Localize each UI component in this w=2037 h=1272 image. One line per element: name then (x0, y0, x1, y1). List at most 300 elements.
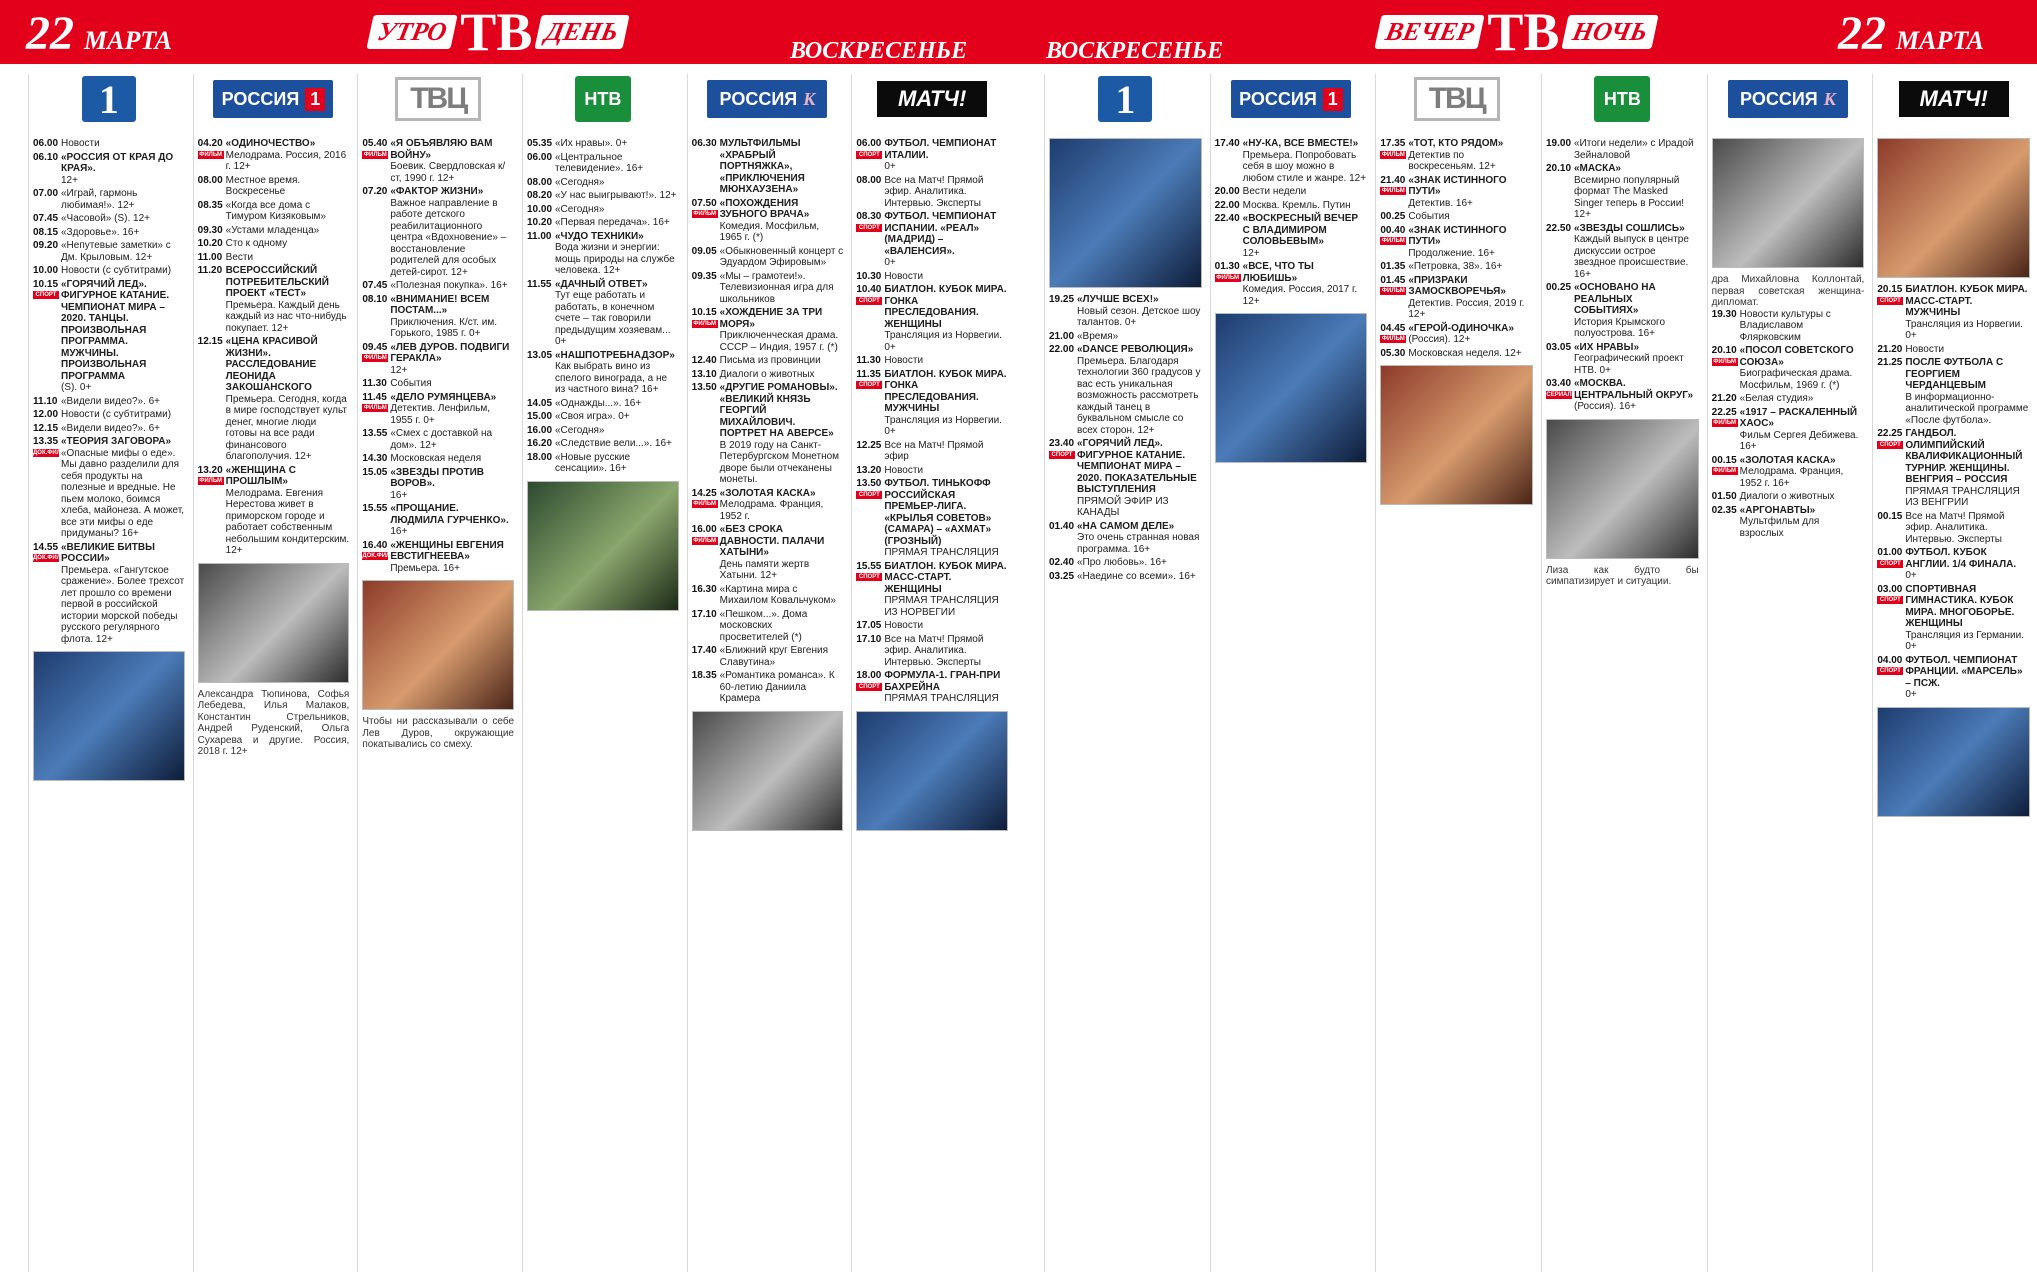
program-body (1077, 344, 1202, 436)
program-body (1408, 138, 1533, 173)
tvc-logo-icon: ТВЦ (395, 77, 481, 121)
time-label: 18.00 (527, 451, 553, 463)
time-label: 22.00 (1049, 344, 1075, 355)
program-time (33, 279, 61, 394)
program-time (33, 227, 61, 239)
program-body (555, 152, 679, 175)
program-description: Биографическая драма. Мосфильм, 1969 г. (*) (1739, 368, 1853, 391)
program-description: Тут еще работать и работать, в конечном счете – так говорили предыдущим хозяевам... 0+ (555, 290, 671, 347)
genre-badge: ДОК.ФИЛЬМ (33, 555, 71, 561)
program-time (1380, 323, 1408, 346)
program-item (856, 478, 1008, 559)
program-time (1380, 225, 1408, 260)
program-list (362, 138, 514, 574)
time-label: 13.20 (197, 464, 223, 476)
time-label: 10.15 (33, 278, 59, 290)
program-body (390, 392, 514, 427)
program-time (362, 280, 390, 292)
program-description: Местное время. Воскресенье (225, 174, 301, 197)
program-description: «Центральное телевидение». 16+ (555, 151, 644, 174)
program-body (1243, 186, 1368, 198)
program-time (1712, 505, 1740, 540)
time-label: 10.00 (33, 265, 59, 276)
program-item (362, 294, 514, 340)
program-item (1049, 557, 1202, 569)
program-body (720, 307, 844, 353)
program-description: «Часовой» (S). 12+ (61, 213, 150, 224)
program-description: «Видели видео?». 6+ (61, 422, 161, 434)
program-time (856, 620, 884, 632)
program-time (362, 392, 390, 427)
program-body (226, 225, 350, 237)
program-time (692, 271, 720, 306)
time-label: 07.45 (33, 213, 59, 224)
program-description: «Про любовь». 16+ (1077, 557, 1167, 568)
time-label: 13.50 (856, 478, 882, 489)
program-body (61, 188, 185, 211)
program-description: Трансляция из Норвегии. 0+ (884, 330, 1002, 353)
program-title: «ГОРЯЧИЙ ЛЕД». ФИГУРНОЕ КАТАНИЕ. ЧЕМПИОНАТ МИРА – 2020. ТАНЦЫ. ПРОИЗВОЛЬНАЯ ПРОГРАММА. МУЖЧИНЫ. ПРОИЗВОЛЬНАЯ ПРОГРАММА (61, 278, 170, 382)
time-label: 15.00 (527, 411, 553, 422)
channel-column-ntv (522, 74, 679, 1272)
program-time (527, 177, 555, 189)
program-item (692, 584, 844, 607)
time-label: 01.30 (1214, 261, 1240, 272)
time-label: 16.00 (527, 424, 553, 436)
program-description: 16+ (390, 526, 408, 537)
program-body (555, 217, 679, 229)
time-label: 07.20 (362, 186, 388, 197)
program-body (1905, 357, 2030, 426)
program-description: Вести недели (1242, 186, 1307, 197)
time-label: 11.30 (856, 355, 881, 366)
program-item (1215, 213, 1368, 259)
photo-caption: дра Михайловна Коллонтай, первая советская женщина-дипломат. (1711, 274, 1865, 308)
program-time (33, 396, 61, 408)
genre-badge: СПОРТ (1877, 560, 1903, 568)
program-title: ГАНДБОЛ. ОЛИМПИЙСКИЙ КВАЛИФИКАЦИОННЫЙ ТУРНИР. ЖЕНЩИНЫ. ВЕНГРИЯ – РОССИЯ (1905, 428, 2023, 485)
time-label: 22.50 (1546, 222, 1572, 234)
genre-badge: СЕРИАЛ (1546, 391, 1572, 398)
program-time (1380, 138, 1408, 173)
time-label: 20.10 (1546, 163, 1572, 174)
program-title: «ЗНАК ИСТИННОГО ПУТИ» (1408, 174, 1507, 197)
program-description: «Играй, гармонь любимая!». 12+ (61, 188, 138, 211)
time-label: 07.45 (362, 280, 388, 291)
program-time (856, 634, 884, 669)
genre-badge: ДОК.ФИЛЬМ (33, 449, 71, 456)
program-description: Диалоги о животных (719, 368, 815, 380)
program-body (884, 284, 1008, 353)
time-label: 17.10 (691, 608, 717, 620)
program-time (1215, 200, 1243, 212)
program-time (362, 378, 390, 390)
program-title: «ЗВЕЗДЫ СОШЛИСЬ» (1574, 222, 1685, 234)
page-gutter (1014, 64, 1036, 1272)
program-item (198, 252, 350, 264)
program-item (692, 307, 844, 353)
program-photo (1877, 138, 2030, 278)
program-body (1408, 225, 1533, 260)
logo-text: РОССИЯ (719, 88, 798, 109)
program-item (527, 398, 679, 410)
program-title: «Я ОБЪЯВЛЯЮ ВАМ ВОЙНУ» (390, 138, 493, 161)
program-description: 12+ (61, 174, 78, 186)
logo-pre: ВЕЧЕР (1374, 15, 1485, 49)
program-body (1905, 511, 2030, 546)
genre-badge: СПОРТ (33, 291, 59, 299)
program-time (1049, 344, 1077, 436)
program-description: Новый сезон. Детское шоу талантов. 0+ (1077, 305, 1201, 328)
left-page (28, 74, 1008, 1272)
program-body (1905, 655, 2030, 701)
program-item (198, 175, 350, 198)
program-item (362, 540, 514, 575)
time-label: 15.55 (362, 503, 388, 514)
program-title: «ВЕЛИКИЕ БИТВЫ РОССИИ» (61, 541, 155, 564)
program-photo (33, 651, 185, 781)
program-description: Вода жизни и энергии: мощь природы на службе человека. 12+ (555, 242, 675, 276)
program-body (390, 503, 514, 538)
channel-logo (856, 74, 1008, 124)
channel-logo (1877, 74, 2030, 124)
time-label: 08.20 (527, 190, 553, 201)
match-logo-icon: МАТЧ! (1899, 81, 2009, 117)
genre-badge: СПОРТ (856, 573, 882, 581)
channel-logo (198, 74, 350, 124)
program-time (527, 411, 555, 423)
program-title: «ПРИЗРАКИ ЗАМОСКВОРЕЧЬЯ» (1408, 274, 1506, 297)
program-body (1905, 428, 2030, 509)
program-description: Комедия. Россия, 2017 г. 12+ (1242, 284, 1358, 307)
program-description: «Итоги недели» с Ирадой Зейналовой (1574, 138, 1694, 161)
genre-badge: ФИЛЬМ (693, 320, 717, 327)
program-item (198, 200, 350, 223)
program-time (1877, 547, 1905, 582)
program-time (527, 204, 555, 216)
program-description: Мелодрама. Евгения Нерестова живет в приморском городе и работает собственным небольшим кондитерским. 12+ (225, 487, 350, 556)
program-title: БИАТЛОН. КУБОК МИРА. МАСС-СТАРТ. ЖЕНЩИНЫ (884, 560, 1007, 595)
program-item (1877, 428, 2030, 509)
logo-text: РОССИЯ (221, 88, 300, 109)
program-description: Все на Матч! Прямой эфир. Аналитика. Интервью. Эксперты (1905, 510, 2005, 545)
time-label: 13.10 (691, 368, 717, 380)
program-time (1712, 393, 1740, 405)
program-description: Всемирно популярный формат The Masked Singer теперь в России! 12+ (1574, 174, 1685, 220)
program-item (856, 620, 1008, 632)
genre-badge: ФИЛЬМ (1381, 288, 1405, 294)
genre-badge: ФИЛЬМ (693, 537, 717, 544)
time-label: 08.30 (856, 211, 882, 222)
program-time (856, 369, 884, 438)
program-item (692, 645, 844, 668)
program-body (1574, 138, 1699, 161)
program-item (1877, 357, 2030, 426)
program-time (1049, 557, 1077, 569)
program-body (884, 670, 1008, 705)
program-time (1712, 309, 1740, 344)
program-description: «Здоровье». 16+ (61, 226, 140, 238)
program-time (856, 211, 884, 269)
program-item (856, 175, 1008, 210)
time-label: 08.00 (527, 176, 553, 188)
program-list (1877, 284, 2030, 701)
time-label: 17.05 (856, 620, 882, 631)
time-label: 02.40 (1049, 557, 1075, 568)
program-body (226, 238, 350, 250)
program-title: ВСЕРОССИЙСКИЙ ПОТРЕБИТЕЛЬСКИЙ ПРОЕКТ «ТЕСТ» (225, 265, 329, 299)
program-time (692, 670, 720, 705)
program-title: «ПРОЩАНИЕ. ЛЮДМИЛА ГУРЧЕНКО». (390, 503, 509, 526)
program-time (362, 467, 390, 502)
time-label: 16.30 (691, 583, 717, 595)
program-time (1380, 261, 1408, 273)
program-title: «ЗНАК ИСТИННОГО ПУТИ» (1408, 224, 1507, 247)
channel-column-perviy (1044, 74, 1202, 1272)
logo-post: НОЧЬ (1562, 15, 1659, 49)
program-description: Мелодрама. Россия, 2016 г. 12+ (225, 149, 347, 172)
program-time (362, 503, 390, 538)
program-time (198, 138, 226, 173)
program-description: 12+ (1242, 247, 1260, 259)
program-body (1408, 175, 1533, 210)
program-body (555, 190, 679, 202)
program-time (1546, 342, 1574, 377)
program-item (362, 467, 514, 502)
program-item (198, 336, 350, 463)
program-item (527, 217, 679, 229)
time-label: 14.55 (33, 541, 59, 553)
program-description: Как выбрать вино из спелого винограда, а не из частного вина? 16+ (555, 361, 668, 395)
time-label: 17.40 (1214, 138, 1240, 149)
program-title: «ДРУГИЕ РОМАНОВЫ». «ВЕЛИКИЙ КНЯЗЬ ГЕОРГИЙ МИХАЙЛОВИЧ. ПОРТРЕТ НА АВЕРСЕ» (719, 382, 838, 439)
program-body (720, 246, 844, 269)
program-title: «ЗВЕЗДЫ ПРОТИВ ВОРОВ». (390, 466, 485, 489)
program-description: Детектив. Россия, 2019 г. 12+ (1408, 297, 1525, 320)
channel-logo (527, 74, 679, 124)
program-body (226, 265, 350, 334)
program-body (555, 350, 679, 396)
program-description: Новости (884, 355, 924, 366)
program-description: Новости культуры с Владиславом Флярковским (1739, 308, 1831, 343)
program-time (692, 369, 720, 381)
program-item (1049, 331, 1202, 343)
program-body (1243, 213, 1368, 259)
program-title: «ТЕОРИЯ ЗАГОВОРА» (61, 436, 172, 447)
time-label: 13.05 (527, 349, 553, 361)
program-item (33, 213, 185, 225)
program-time (362, 186, 390, 278)
program-description: Детектив. Ленфильм, 1955 г. 0+ (390, 403, 491, 426)
program-list (1380, 138, 1533, 359)
program-title: «ОСНОВАНО НА РЕАЛЬНЫХ СОБЫТИЯХ» (1574, 282, 1656, 316)
time-label: 19.00 (1546, 138, 1572, 149)
program-body (226, 175, 350, 198)
program-description: Это очень странная новая программа. 16+ (1077, 532, 1200, 555)
time-label: 08.00 (197, 174, 223, 186)
program-item (856, 465, 1008, 477)
month-name: МАРТА (1896, 26, 1984, 55)
program-item (33, 542, 185, 646)
program-body (1740, 407, 1865, 453)
time-label: 12.15 (197, 336, 223, 347)
time-label: 22.25 (1711, 406, 1737, 418)
program-time (33, 409, 61, 421)
time-label: 01.50 (1711, 491, 1737, 502)
program-body (390, 378, 514, 390)
program-item (1546, 138, 1699, 161)
program-time (198, 336, 226, 463)
program-body (1905, 284, 2030, 342)
program-description: Новости (884, 270, 924, 282)
program-item (1712, 407, 1865, 453)
program-time (33, 213, 61, 225)
header-band (0, 0, 2037, 64)
program-time (362, 342, 390, 377)
logo-text: РОССИЯ (1239, 88, 1317, 109)
channel-column-match (1872, 74, 2030, 1272)
program-title: «ЛУЧШЕ ВСЕХ!» (1077, 294, 1159, 305)
genre-badge: СПОРТ (856, 151, 882, 159)
program-description: (Россия). 12+ (1408, 334, 1471, 345)
program-time (33, 188, 61, 211)
photo-caption: Чтобы ни рассказывали о себе Лев Дуров, окружающие покатывались со смеху. (362, 716, 514, 750)
program-body (555, 438, 679, 450)
logo-pre: УТРО (366, 15, 458, 49)
time-label: 17.35 (1380, 138, 1406, 149)
program-body (720, 138, 844, 196)
time-label: 13.20 (856, 464, 882, 476)
program-item (692, 488, 844, 523)
time-label: 06.30 (691, 138, 717, 149)
program-description: «Сегодня» (555, 424, 605, 436)
channel-column-ntv (1541, 74, 1699, 1272)
day-number: 22 (26, 7, 74, 60)
program-description: Детектив по воскресеньям. 12+ (1408, 149, 1496, 172)
time-label: 09.30 (197, 224, 223, 236)
program-time (527, 152, 555, 175)
program-item (527, 452, 679, 475)
time-label: 20.00 (1214, 186, 1240, 197)
program-title: «1917 – РАСКАЛЕННЫЙ ХАОС» (1739, 406, 1858, 429)
program-title: «ПОХОЖДЕНИЯ ЗУБНОГО ВРАЧА» (719, 197, 810, 220)
program-title: «МАСКА» (1574, 163, 1621, 174)
program-body (1408, 261, 1533, 273)
program-title: «ВОСКРЕСНЫЙ ВЕЧЕР С ВЛАДИМИРОМ СОЛОВЬЕВЫМ» (1242, 213, 1359, 247)
program-time (856, 138, 884, 173)
program-description: Трансляция из Норвегии. 0+ (1905, 318, 2023, 341)
genre-badge: ФИЛЬМ (1381, 188, 1405, 194)
program-time (33, 423, 61, 435)
program-title: «ВСЕ, ЧТО ТЫ ЛЮБИШЬ» (1242, 261, 1314, 284)
program-time (527, 231, 555, 277)
program-description: Премьера. «Гангутское сражение». Более трехсот лет прошло со времени первой в российской истории морской победы русского регулярного флота. 12+ (61, 564, 185, 645)
time-label: 12.40 (691, 355, 717, 366)
program-title: «ЗОЛОТАЯ КАСКА» (719, 487, 816, 499)
program-time (1049, 294, 1077, 329)
program-description: Все на Матч! Прямой эфир. Аналитика. Интервью. Эксперты (884, 633, 984, 668)
program-item (33, 227, 185, 239)
time-label: 21.20 (1877, 343, 1903, 355)
program-item (1712, 505, 1865, 540)
program-time (527, 217, 555, 229)
program-description: «Смех с доставкой на дом». 12+ (390, 428, 493, 451)
program-body (884, 355, 1008, 367)
program-item (856, 440, 1008, 463)
program-time (198, 265, 226, 334)
genre-badge: ФИЛЬМ (363, 151, 387, 158)
time-label: 17.40 (691, 645, 717, 656)
time-label: 02.35 (1711, 504, 1737, 516)
program-item (856, 369, 1008, 438)
program-body (61, 396, 185, 408)
program-title: ФОРМУЛА-1. ГРАН-ПРИ БАХРЕЙНА (884, 670, 1001, 693)
program-description: Мелодрама. Франция, 1952 г. 16+ (1739, 466, 1844, 489)
genre-badge: СПОРТ (1877, 297, 1903, 305)
program-description: «Белая студия» (1739, 393, 1814, 404)
program-time (692, 382, 720, 486)
program-title: «МОСКВА. ЦЕНТРАЛЬНЫЙ ОКРУГ» (1574, 378, 1694, 401)
program-time (362, 453, 390, 465)
time-label: 08.10 (362, 293, 388, 305)
time-label: 13.50 (691, 382, 717, 393)
program-body (1574, 223, 1699, 281)
program-description: Трансляция из Норвегии. 0+ (884, 414, 1002, 437)
program-time (527, 425, 555, 437)
program-body (61, 542, 185, 646)
program-body (390, 467, 514, 502)
program-item (692, 369, 844, 381)
program-time (1877, 655, 1905, 701)
program-title: «ЦЕНА КРАСИВОЙ ЖИЗНИ». РАССЛЕДОВАНИЕ ЛЕОНИДА ЗАКОШАНСКОГО (225, 336, 318, 393)
time-label: 10.20 (527, 217, 553, 228)
time-label: 09.20 (33, 240, 59, 251)
program-time (1049, 571, 1077, 583)
program-body (1243, 138, 1368, 184)
program-description: 12+ (390, 364, 408, 376)
program-item (1877, 344, 2030, 356)
program-description: Трансляция из Германии. 0+ (1905, 629, 2025, 652)
program-description: Новости (с субтитрами) (61, 409, 172, 420)
program-list (856, 138, 1008, 705)
program-body (1740, 455, 1865, 490)
program-body (390, 540, 514, 575)
program-time (362, 428, 390, 451)
program-body (555, 452, 679, 475)
program-time (1049, 331, 1077, 343)
program-description: «Картина мира с Михаилом Ковальчуком» (719, 583, 836, 606)
time-label: 01.00 (1877, 547, 1903, 558)
logo-tv: ТВ (460, 2, 533, 62)
program-time (1712, 345, 1740, 391)
program-time (1877, 284, 1905, 342)
program-title: «ЗОЛОТАЯ КАСКА» (1739, 454, 1836, 466)
time-label: 11.55 (527, 278, 552, 290)
program-body (555, 279, 679, 348)
time-label: 03.05 (1546, 341, 1572, 353)
program-item (856, 561, 1008, 619)
program-photo (1380, 365, 1533, 505)
program-time (1877, 344, 1905, 356)
program-item (33, 138, 185, 150)
program-time (856, 440, 884, 463)
program-time (1712, 455, 1740, 490)
program-body (1574, 282, 1699, 340)
time-label: 11.00 (197, 251, 223, 263)
program-body (555, 177, 679, 189)
program-item (1877, 584, 2030, 653)
program-time (527, 350, 555, 396)
